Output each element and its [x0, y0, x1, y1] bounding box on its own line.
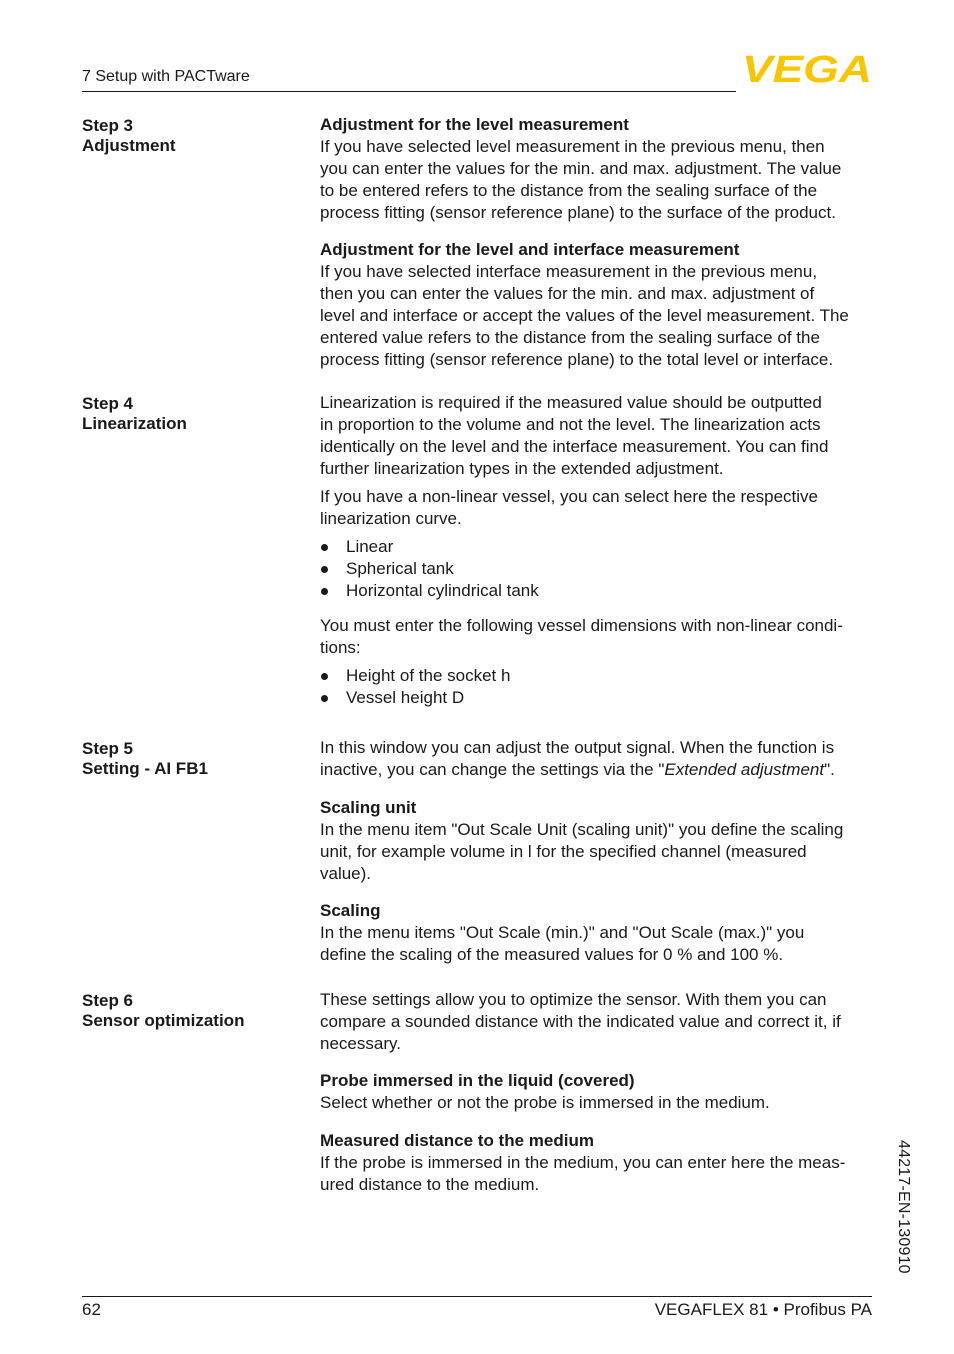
step5-label — [82, 739, 208, 779]
step3-line: entered value refers to the distance from the sealing surface of the — [320, 328, 820, 347]
footer-divider — [82, 1296, 872, 1297]
step6-title: Sensor optimization — [82, 1011, 245, 1030]
step3-text-2 — [320, 239, 880, 371]
step5-number: Step 5 — [82, 739, 134, 758]
step3-line: If you have selected interface measurement in the previous menu, — [320, 262, 818, 281]
list-item: Spherical tank — [320, 558, 880, 580]
step5-text-1 — [320, 737, 880, 781]
section-title: 7 Setup with PACTware — [82, 68, 250, 85]
step4-line: tions: — [320, 638, 361, 657]
step6-text-2 — [320, 1070, 880, 1114]
step5-line: value). — [320, 864, 372, 883]
step4-text-1 — [320, 392, 880, 480]
step3-title: Adjustment — [82, 136, 176, 155]
step4-label — [82, 394, 187, 434]
step5-title: Setting - AI FB1 — [82, 759, 208, 778]
step4-text-2 — [320, 486, 880, 530]
document-number: 44217-EN-130910 — [895, 1140, 912, 1274]
list-item: Height of the socket h — [320, 665, 880, 687]
list-item: Vessel height D — [320, 687, 880, 709]
header-divider — [82, 91, 736, 92]
vega-logo — [742, 52, 872, 84]
linearization-curve-list — [320, 536, 880, 602]
step6-text-3 — [320, 1130, 880, 1196]
step6-line: necessary. — [320, 1034, 401, 1053]
step3-number: Step 3 — [82, 116, 134, 135]
step3-line: process fitting (sensor reference plane) to the total level or interface. — [320, 350, 834, 369]
step3-line: process fitting (sensor reference plane) to the surface of the product. — [320, 203, 836, 222]
step5-line: unit, for example volume in l for the specified channel (measured — [320, 842, 807, 861]
page-number: 62 — [82, 1300, 101, 1319]
step3-label — [82, 116, 176, 156]
step6-line: Select whether or not the probe is immersed in the medium. — [320, 1093, 770, 1112]
step5-heading-2: Scaling — [320, 901, 381, 920]
step6-line: These settings allow you to optimize the sensor. With them you can — [320, 990, 827, 1009]
step4-text-3 — [320, 615, 880, 659]
step3-line: level and interface or accept the values of the level measurement. The — [320, 306, 849, 325]
step4-line: You must enter the following vessel dimensions with non-linear condi- — [320, 616, 843, 635]
step3-heading-2: Adjustment for the level and interface measurement — [320, 240, 740, 259]
step3-line: you can enter the values for the min. and max. adjustment. The value — [320, 159, 842, 178]
step4-line: identically on the level and the interface measurement. You can find — [320, 437, 829, 456]
list-item: Horizontal cylindrical tank — [320, 580, 880, 602]
step6-label — [82, 991, 244, 1031]
vessel-dimensions-list — [320, 665, 880, 709]
step4-line: Linearization is required if the measured value should be outputted — [320, 393, 822, 412]
step5-line: In this window you can adjust the output signal. When the function is — [320, 738, 835, 757]
step4-line: further linearization types in the extended adjustment. — [320, 459, 724, 478]
step5-line — [320, 759, 880, 781]
step6-text-1 — [320, 989, 880, 1055]
svg-text:VEGA: VEGA — [742, 52, 872, 84]
step4-title: Linearization — [82, 414, 187, 433]
step4-line: If you have a non-linear vessel, you can select here the respective — [320, 487, 819, 506]
extended-adjustment-term: Extended adjustment — [664, 760, 825, 779]
step5-text-2 — [320, 797, 880, 885]
step5-line: In the menu item "Out Scale Unit (scaling unit)" you define the scaling — [320, 820, 844, 839]
step3-text-1 — [320, 114, 880, 224]
step4-number: Step 4 — [82, 394, 134, 413]
step5-text-3 — [320, 900, 880, 966]
step6-number: Step 6 — [82, 991, 134, 1010]
step5-text-pre: inactive, you can change the settings via the " — [320, 760, 665, 779]
step4-line: linearization curve. — [320, 509, 462, 528]
step3-line: to be entered refers to the distance from the sealing surface of the — [320, 181, 818, 200]
step6-line: If the probe is immersed in the medium, you can enter here the meas- — [320, 1153, 846, 1172]
step6-line: compare a sounded distance with the indicated value and correct it, if — [320, 1012, 841, 1031]
step5-text-post: ". — [824, 760, 835, 779]
step3-line: If you have selected level measurement in the previous menu, then — [320, 137, 825, 156]
step3-heading-1: Adjustment for the level measurement — [320, 115, 629, 134]
step5-line: define the scaling of the measured values for 0 % and 100 %. — [320, 945, 784, 964]
step5-heading-1: Scaling unit — [320, 798, 417, 817]
step5-line: In the menu items "Out Scale (min.)" and "Out Scale (max.)" you — [320, 923, 805, 942]
step4-line: in proportion to the volume and not the level. The linearization acts — [320, 415, 821, 434]
step6-heading-2: Measured distance to the medium — [320, 1131, 594, 1150]
product-name: VEGAFLEX 81 • Profibus PA — [654, 1300, 872, 1319]
step6-line: ured distance to the medium. — [320, 1175, 540, 1194]
step3-line: then you can enter the values for the min. and max. adjustment of — [320, 284, 815, 303]
step6-heading-1: Probe immersed in the liquid (covered) — [320, 1071, 635, 1090]
list-item: Linear — [320, 536, 880, 558]
